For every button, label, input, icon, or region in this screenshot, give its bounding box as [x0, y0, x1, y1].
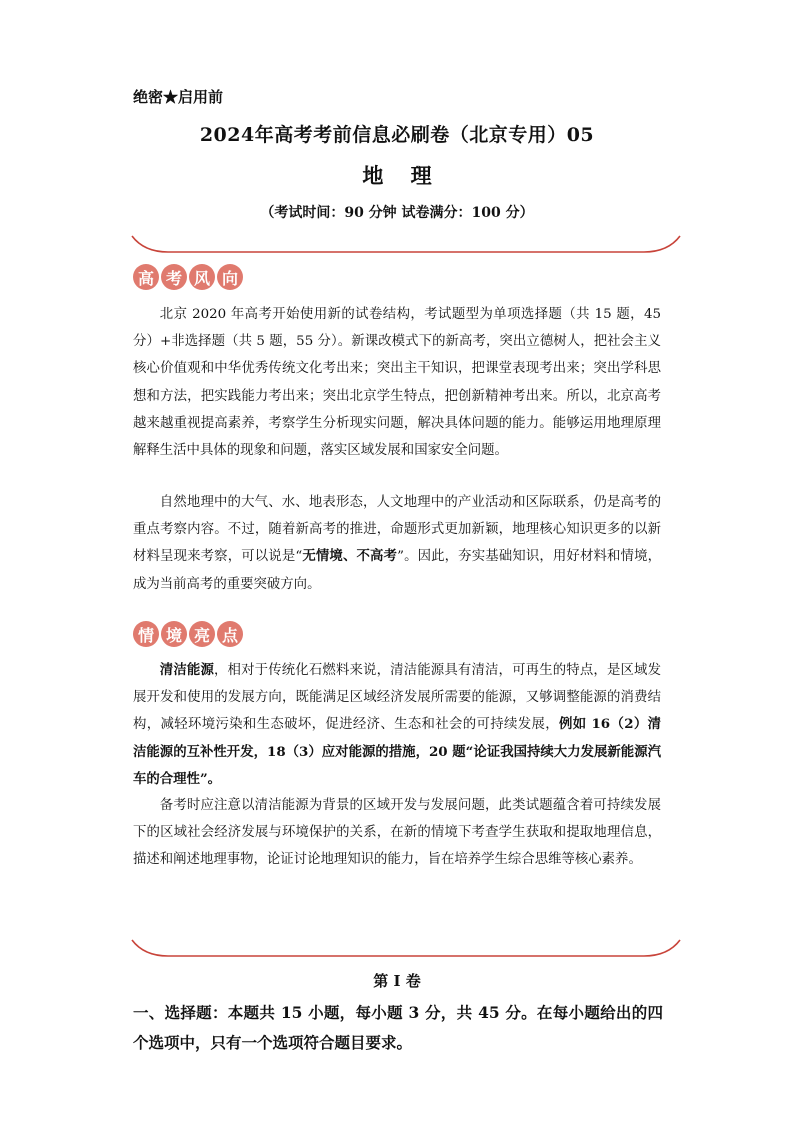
badge-char: 高: [133, 264, 159, 290]
section-heading: 一、选择题：本题共 15 小题，每小题 3 分，共 45 分。在每小题给出的四个选项中，只有一个选项符合题目要求。: [133, 1003, 663, 1052]
exam-info: （考试时间：90 分钟 试卷满分：100 分）: [260, 205, 534, 221]
badge-char: 风: [189, 264, 215, 290]
top-divider: [128, 232, 684, 256]
badge-char: 境: [161, 621, 187, 647]
emphasis-text: 清洁能源: [159, 662, 214, 678]
confidential-mark: 绝密★启用前: [133, 88, 224, 106]
context-paragraph-1: [133, 657, 661, 793]
badge-char: 亮: [189, 621, 215, 647]
badge-char: 考: [161, 264, 187, 290]
emphasis-text: 例如 16（2）清洁能源的互补性开发，18（3）应对能源的措施，20 题“论证我国持续大力发展新能源汽车的合理性”。: [133, 716, 661, 787]
badge-char: 情: [133, 621, 159, 647]
text-run: 自然地理中的大气、水、地表形态，人文地理中的产业活动和区际联系，仍是高考的重点考察内容。不过，随着新高考的推进，命题形式更加新颖，地理核心知识更多的以新材料呈现来考察，可以说是“: [133, 495, 661, 565]
emphasis-text: 无情境、不高考: [302, 548, 398, 565]
badge-context-highlights: [133, 619, 243, 649]
badge-gaokao-direction: [133, 262, 243, 292]
context-paragraph-2: 备考时应注意以清洁能源为背景的区域开发与发展问题，此类试题蕴含着可持续发展下的区域社会经济发展与环境保护的关系，在新的情境下考查学生获取和提取地理信息，描述和阐述地理事物，论证讨论地理知识的能力，旨在培养学生综合思维等核心素养。: [133, 798, 661, 868]
badge-char: 点: [217, 621, 243, 647]
gaokao-paragraph-2: [133, 489, 661, 598]
badge-char: 向: [217, 264, 243, 290]
paper-title: 2024年高考考前信息必刷卷（北京专用）05: [199, 124, 595, 146]
part-title: 第 I 卷: [373, 972, 421, 990]
gaokao-paragraph-1: 北京 2020 年高考开始使用新的试卷结构，考试题型为单项选择题（共 15 题，45 分）+非选择题（共 5 题，55 分）。新课改模式下的新高考，突出立德树人，把社会主义核心价值观和中华优秀传统文化考出来；突出主干知识，把课堂表现考出来；突出学科思想和方法，把实践能力考出来；突出北京学生特点，把创新精神考出来。所以，北京高考越来越重视提高素养，考察学生分析现实问题，解决具体问题的能力。能够运用地理原理解释生活中具体的现象和问题，落实区域发展和国家安全问题。: [133, 307, 661, 459]
subject-title: 地 理: [362, 163, 442, 188]
text-run: ”。因此，夯实基础知识，用好材料和情境，成为当前高考的重要突破方向。: [133, 549, 661, 592]
text-run: ，相对于传统化石燃料来说，清洁能源具有清洁，可再生的特点，是区域发展开发和使用的发展方向，既能满足区域经济发展所需要的能源，又够调整能源的消费结构，减轻环境污染和生态破坏，促进经济、生态和社会的可持续发展，: [133, 663, 661, 733]
bottom-divider: [128, 936, 684, 960]
